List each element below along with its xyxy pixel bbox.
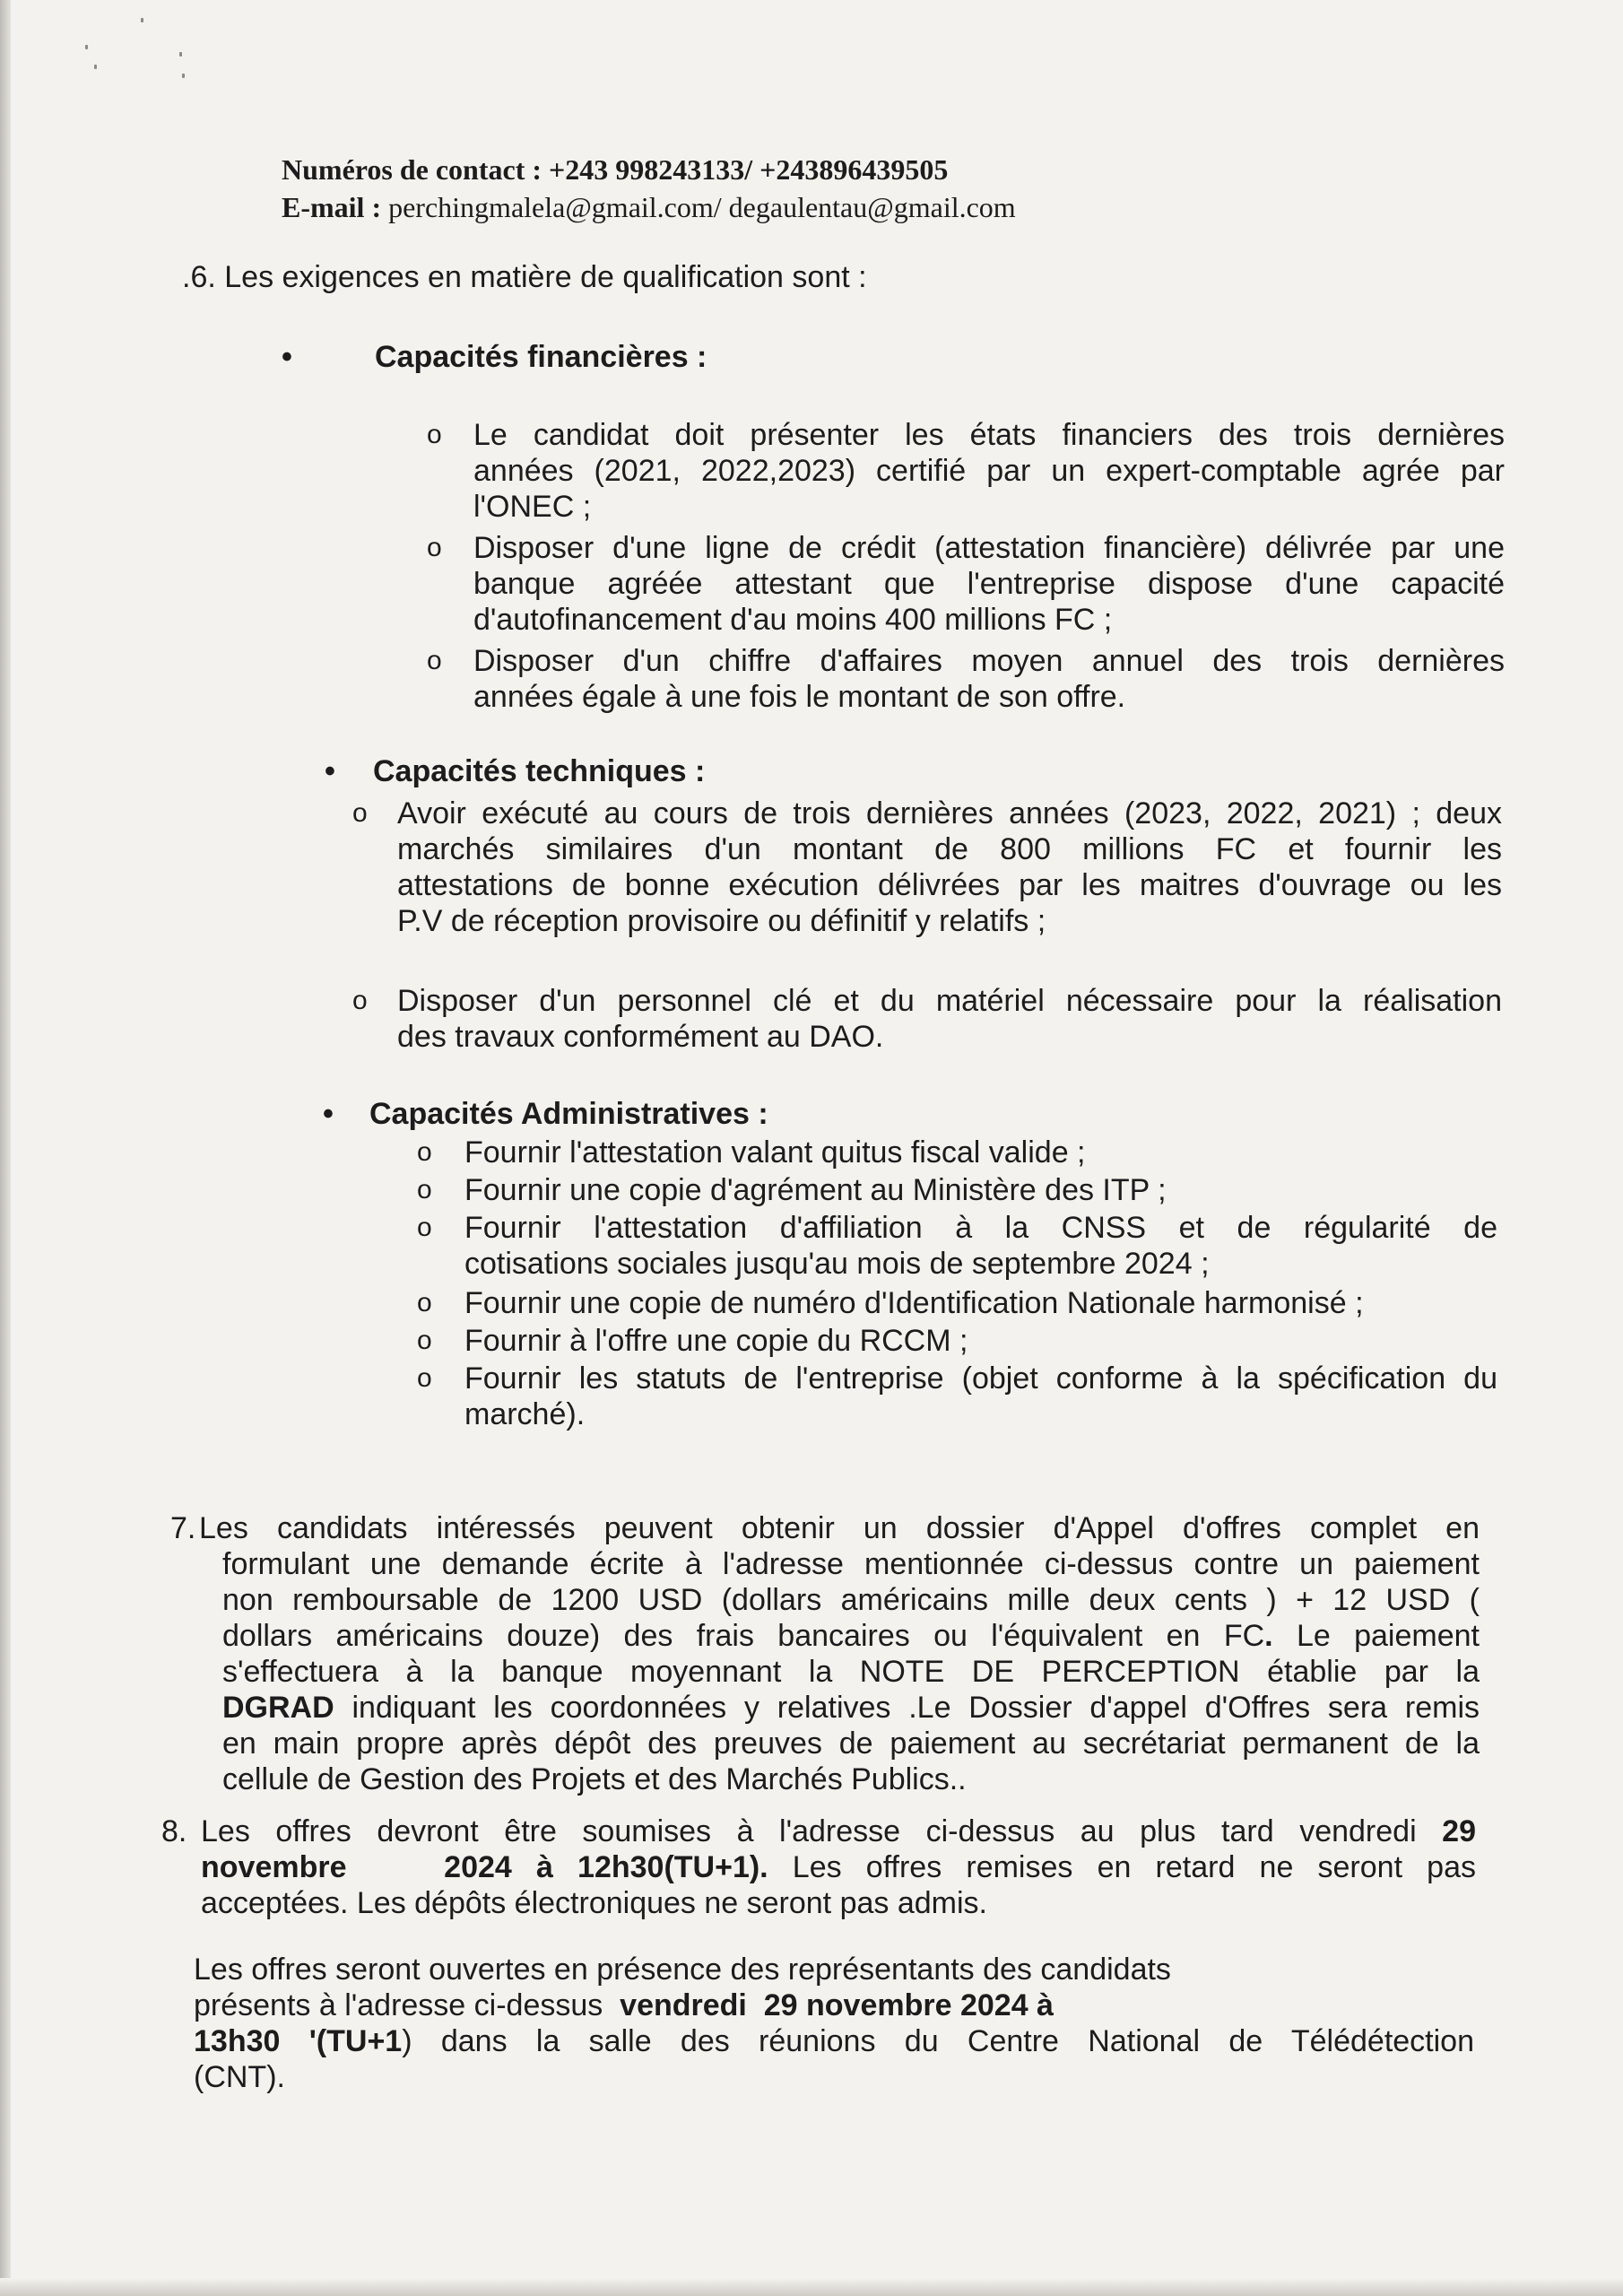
closing-paragraph: Les offres seront ouvertes en présence des représentants des candidats présents à l'adresse ci-dessus vendredi 29 novembre 2024 à 13h30 '(TU+1) dans la salle des réunions du Centre National de Télédétection (CNT).	[194, 1952, 1474, 2094]
section-7-number: 7.	[170, 1511, 196, 1545]
scan-bottom-edge	[0, 2278, 1623, 2296]
admin-item-1: Fournir l'attestation valant quitus fiscal valide ;	[464, 1135, 1086, 1170]
financial-capacities-title: Capacités financières :	[375, 340, 707, 374]
financial-item-3: Disposer d'un chiffre d'affaires moyen annuel des trois dernières années égale à une fois le montant de son offre.	[473, 644, 1505, 714]
administrative-capacities-title: Capacités Administratives :	[369, 1097, 768, 1131]
sub-bullet-icon: o	[417, 1213, 432, 1242]
bullet-icon: •	[323, 1097, 334, 1131]
admin-item-3: Fournir l'attestation d'affiliation à la CNSS et de régularité de cotisations sociales jusqu'au mois de septembre 2024 ;	[464, 1211, 1497, 1281]
financial-item-2: Disposer d'une ligne de crédit (attestation financière) délivrée par une banque agréée attestant que l'entreprise dispose d'une capacité d'autofinancement d'au moins 400 millions FC ;	[473, 531, 1505, 637]
email-addresses: perchingmalela@gmail.com/ degaulentau@gmail.com	[388, 191, 1016, 223]
admin-item-6: Fournir les statuts de l'entreprise (objet conforme à la spécification du marché).	[464, 1361, 1497, 1431]
scan-specks	[76, 9, 202, 90]
contact-phones-line	[282, 151, 1016, 188]
section-7-paragraph: Les candidats intéressés peuvent obtenir un dossier d'Appel d'offres complet en formulant une demande écrite à l'adresse mentionnée ci-dessus contre un paiement non remboursable de 1200 USD (dollars américains mille deux cents ) + 12 USD ( dollars américains douze) des frais bancaires ou l'équivalent en FC. Le paiement s'effectuera à la banque moyennant la NOTE DE PERCEPTION établie par la DGRAD indiquant les coordonnées y relatives .Le Dossier d'appel d'Offres sera remis en main propre après dépôt des preuves de paiement au secrétariat permanent de la cellule de Gestion des Projets et des Marchés Publics..	[199, 1511, 1480, 1796]
technical-item-1: Avoir exécuté au cours de trois dernières années (2023, 2022, 2021) ; deux marchés similaires d'un montant de 800 millions FC et fournir les attestations de bonne exécution délivrées par les maitres d'ouvrage ou les P.V de réception provisoire ou définitif y relatifs ;	[397, 796, 1502, 938]
sub-bullet-icon: o	[352, 986, 368, 1015]
phone-numbers: +243 998243133/ +243896439505	[549, 153, 949, 186]
sub-bullet-icon: o	[417, 1326, 432, 1355]
contact-block	[282, 151, 1016, 226]
financial-item-1: Le candidat doit présenter les états financiers des trois dernières années (2021, 2022,2023) certifié par un expert-comptable agrée par l'ONEC ;	[473, 418, 1505, 524]
section-6-heading: .6. Les exigences en matière de qualification sont :	[182, 260, 867, 294]
sub-bullet-icon: o	[352, 798, 368, 828]
admin-item-2: Fournir une copie d'agrément au Ministère des ITP ;	[464, 1173, 1167, 1207]
sub-bullet-icon: o	[417, 1288, 432, 1318]
phone-label: Numéros de contact :	[282, 153, 542, 186]
admin-item-4: Fournir une copie de numéro d'Identification Nationale harmonisé ;	[464, 1286, 1364, 1320]
sub-bullet-icon: o	[427, 533, 442, 562]
sub-bullet-icon: o	[427, 646, 442, 675]
bullet-icon: •	[325, 754, 335, 788]
sub-bullet-icon: o	[417, 1175, 432, 1205]
scan-left-edge	[0, 0, 11, 2296]
email-label: E-mail :	[282, 191, 382, 223]
sub-bullet-icon: o	[417, 1137, 432, 1167]
contact-email-line	[282, 188, 1016, 226]
section-8-paragraph: Les offres devront être soumises à l'adresse ci-dessus au plus tard vendredi 29 novembre 2024 à 12h30(TU+1). Les offres remises en retard ne seront pas acceptées. Les dépôts électroniques ne seront pas admis.	[201, 1814, 1477, 1920]
admin-item-5: Fournir à l'offre une copie du RCCM ;	[464, 1324, 968, 1358]
technical-capacities-title: Capacités techniques :	[373, 754, 706, 788]
section-8-number: 8.	[161, 1814, 187, 1848]
sub-bullet-icon: o	[427, 420, 442, 449]
technical-item-2: Disposer d'un personnel clé et du matériel nécessaire pour la réalisation des travaux conformément au DAO.	[397, 984, 1502, 1054]
sub-bullet-icon: o	[417, 1363, 432, 1393]
bullet-icon: •	[282, 340, 292, 374]
